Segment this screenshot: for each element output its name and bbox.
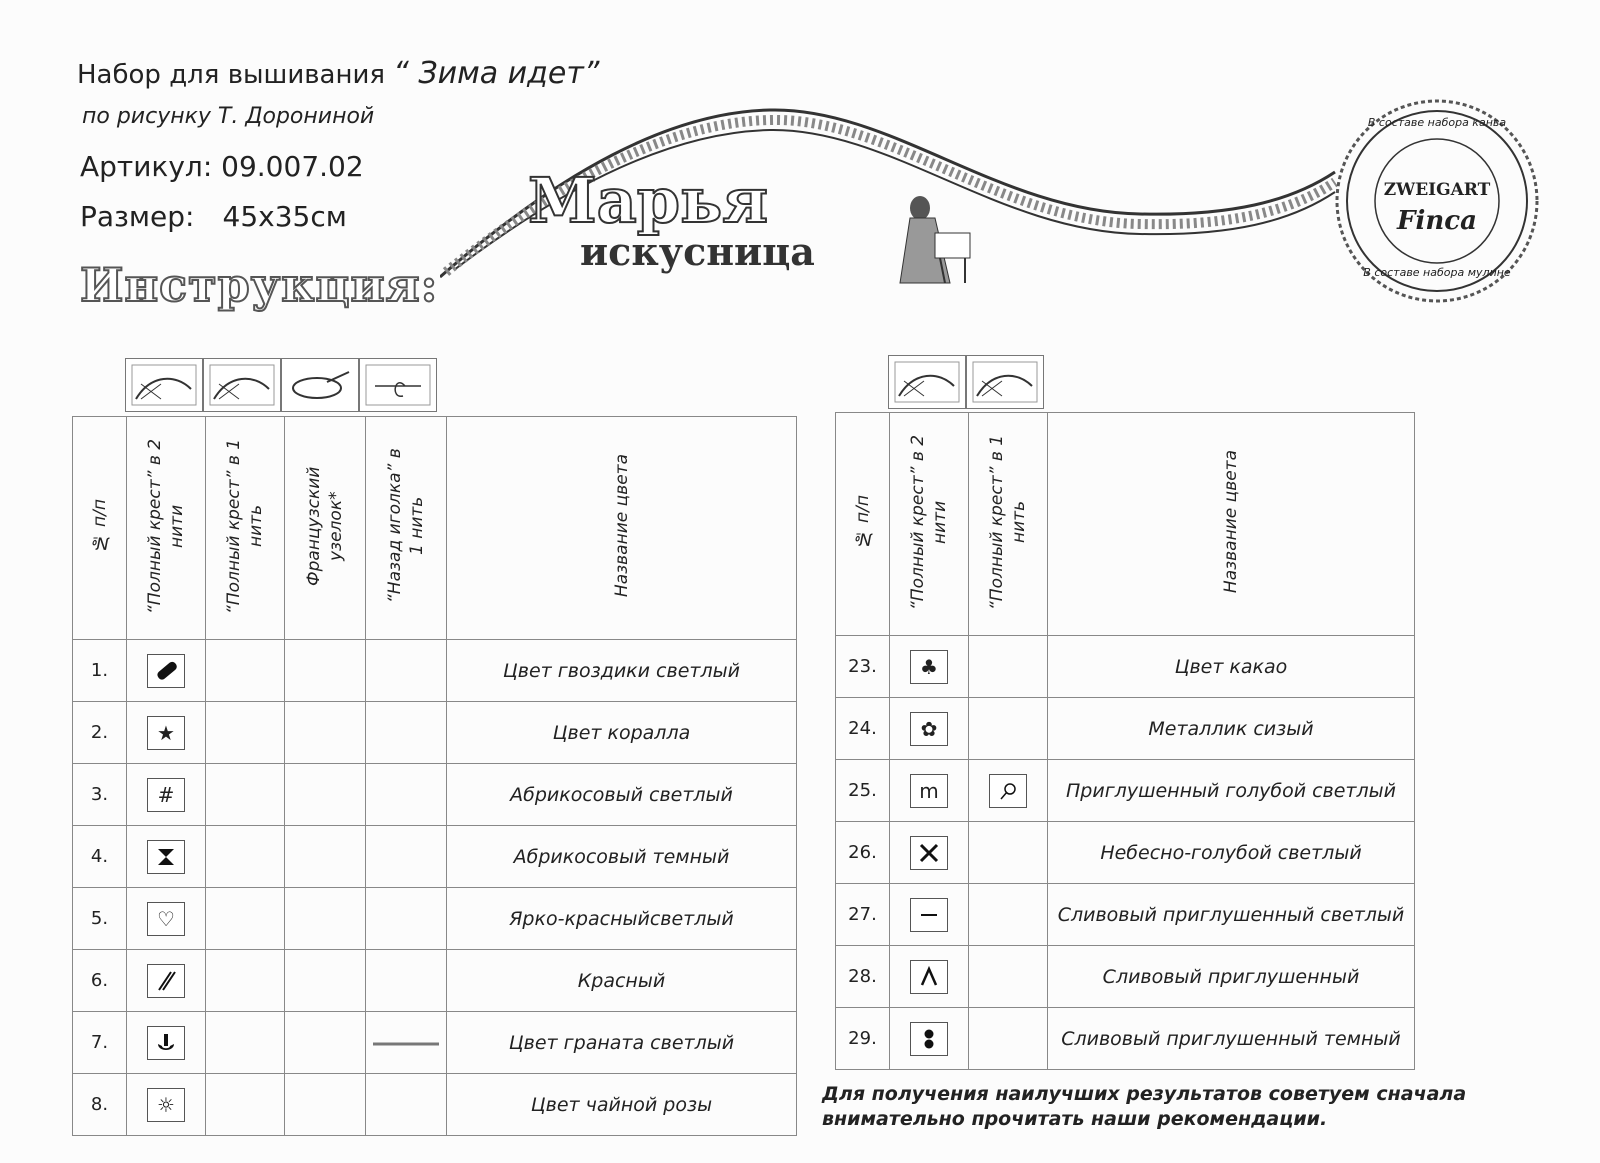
row-num: 3. <box>73 764 127 826</box>
article-value: 09.007.02 <box>221 150 364 183</box>
row-num: 6. <box>73 950 127 1012</box>
seal-top-text: В составе набора канва <box>1367 116 1507 129</box>
left-stitch-icon-strip <box>125 358 437 412</box>
note-line1: Для получения наилучших результатов советуем сначала <box>822 1083 1467 1105</box>
cross-stitch-1-icon <box>203 358 281 412</box>
table-row <box>73 950 797 1012</box>
brand-line1: Марья <box>528 164 769 237</box>
backstitch-icon <box>359 358 437 412</box>
header-num: № п/п <box>89 499 110 553</box>
color-name: Цвет какао <box>1048 636 1415 698</box>
table-row <box>836 636 1415 698</box>
row-num: 2. <box>73 702 127 764</box>
two-dots-icon <box>910 1022 948 1056</box>
row-num: 24. <box>836 698 890 760</box>
caret-up-icon <box>910 960 948 994</box>
color-name: Цвет коралла <box>447 702 797 764</box>
hourglass-icon <box>147 840 185 874</box>
seal-bottom-text: В составе набора мулине <box>1363 266 1511 279</box>
table-row <box>836 760 1415 822</box>
right-color-table <box>835 412 1415 1070</box>
table-row <box>73 764 797 826</box>
header-full-cross-1: “Полный крест” в 1 нить <box>987 434 1029 610</box>
color-name: Цвет чайной розы <box>447 1074 797 1136</box>
color-name: Сливовый приглушенный светлый <box>1048 884 1415 946</box>
header-full-cross-2: “Полный крест” в 2 нити <box>908 434 950 610</box>
hash-icon: # <box>147 778 185 812</box>
left-color-table <box>72 416 797 1136</box>
row-num: 27. <box>836 884 890 946</box>
clover-icon: ♣ <box>910 650 948 684</box>
note-line2: внимательно прочитать наши рекомендации. <box>822 1108 1328 1130</box>
size-label: Размер: <box>80 200 195 233</box>
x-arrows-icon <box>910 836 948 870</box>
seal-mark1: ZWEIGART <box>1383 180 1491 200</box>
cross-stitch-1-icon <box>966 355 1044 409</box>
color-name: Приглушенный голубой светлый <box>1048 760 1415 822</box>
table-row <box>836 698 1415 760</box>
kit-title <box>77 56 599 91</box>
row-num: 5. <box>73 888 127 950</box>
article-line <box>80 150 364 183</box>
table-row <box>73 826 797 888</box>
backstitch-line-icon <box>371 1040 441 1048</box>
row-num: 29. <box>836 1008 890 1070</box>
row-num: 4. <box>73 826 127 888</box>
header-color-name: Название цвета <box>611 454 632 598</box>
color-name: Сливовый приглушенный <box>1048 946 1415 1008</box>
table-row <box>836 1008 1415 1070</box>
row-num: 7. <box>73 1012 127 1074</box>
m-letter-icon: m <box>910 774 948 808</box>
right-table-header <box>836 413 1415 636</box>
color-name: Абрикосовый светлый <box>447 764 797 826</box>
seal-mark2: Finca <box>1397 206 1477 236</box>
table-row <box>836 946 1415 1008</box>
brand-logo <box>528 164 815 274</box>
kit-title-prefix: Набор для вышивания <box>77 60 386 90</box>
table-row <box>73 640 797 702</box>
table-row <box>73 702 797 764</box>
header-num: № п/п <box>852 495 873 549</box>
french-knot-icon <box>281 358 359 412</box>
color-name: Металлик сизый <box>1048 698 1415 760</box>
row-num: 26. <box>836 822 890 884</box>
recommendation-note <box>822 1082 1466 1132</box>
color-name: Сливовый приглушенный темный <box>1048 1008 1415 1070</box>
right-stitch-icon-strip <box>888 355 1044 409</box>
color-name: Небесно-голубой светлый <box>1048 822 1415 884</box>
cross-stitch-2-icon <box>888 355 966 409</box>
embroidering-woman-icon <box>880 188 980 288</box>
cross-stitch-2-icon <box>125 358 203 412</box>
row-num: 25. <box>836 760 890 822</box>
color-name: Цвет гвоздики светлый <box>447 640 797 702</box>
star-icon: ★ <box>147 716 185 750</box>
anchor-icon <box>147 1026 185 1060</box>
instruction-heading: Инструкция: <box>80 258 439 312</box>
color-name: Цвет граната светлый <box>447 1012 797 1074</box>
header-full-cross-2: “Полный крест” в 2 нити <box>145 438 187 614</box>
left-table-header <box>73 417 797 640</box>
row-num: 23. <box>836 636 890 698</box>
table-row <box>73 1074 797 1136</box>
heart-outline-icon: ♡ <box>147 902 185 936</box>
table-row <box>73 1012 797 1074</box>
row-num: 1. <box>73 640 127 702</box>
backstitch-needle-icon <box>989 774 1027 808</box>
header-french-knot: Французский узелок* <box>304 466 346 586</box>
color-name: Ярко-красныйсветлый <box>447 888 797 950</box>
size-value: 45х35см <box>222 200 347 233</box>
table-row <box>836 822 1415 884</box>
kit-author: по рисунку Т. Дорониной <box>82 104 375 129</box>
double-slash-icon <box>147 964 185 998</box>
color-name: Абрикосовый темный <box>447 826 797 888</box>
minus-icon <box>910 898 948 932</box>
table-row <box>73 888 797 950</box>
quality-seal <box>1332 96 1542 306</box>
size-line <box>80 200 347 233</box>
sun-icon: ☼ <box>147 1088 185 1122</box>
color-name: Красный <box>447 950 797 1012</box>
header-backstitch: “Назад иголка” в 1 нить <box>385 448 427 604</box>
row-num: 28. <box>836 946 890 1008</box>
table-row <box>836 884 1415 946</box>
pill-icon <box>147 654 185 688</box>
header-full-cross-1: “Полный крест” в 1 нить <box>224 438 266 614</box>
flower-icon: ✿ <box>910 712 948 746</box>
article-label: Артикул: <box>80 150 213 183</box>
row-num: 8. <box>73 1074 127 1136</box>
header-color-name: Название цвета <box>1221 450 1241 594</box>
kit-title-name: “ Зима идет” <box>393 56 600 91</box>
brand-line2: искусница <box>580 229 815 274</box>
